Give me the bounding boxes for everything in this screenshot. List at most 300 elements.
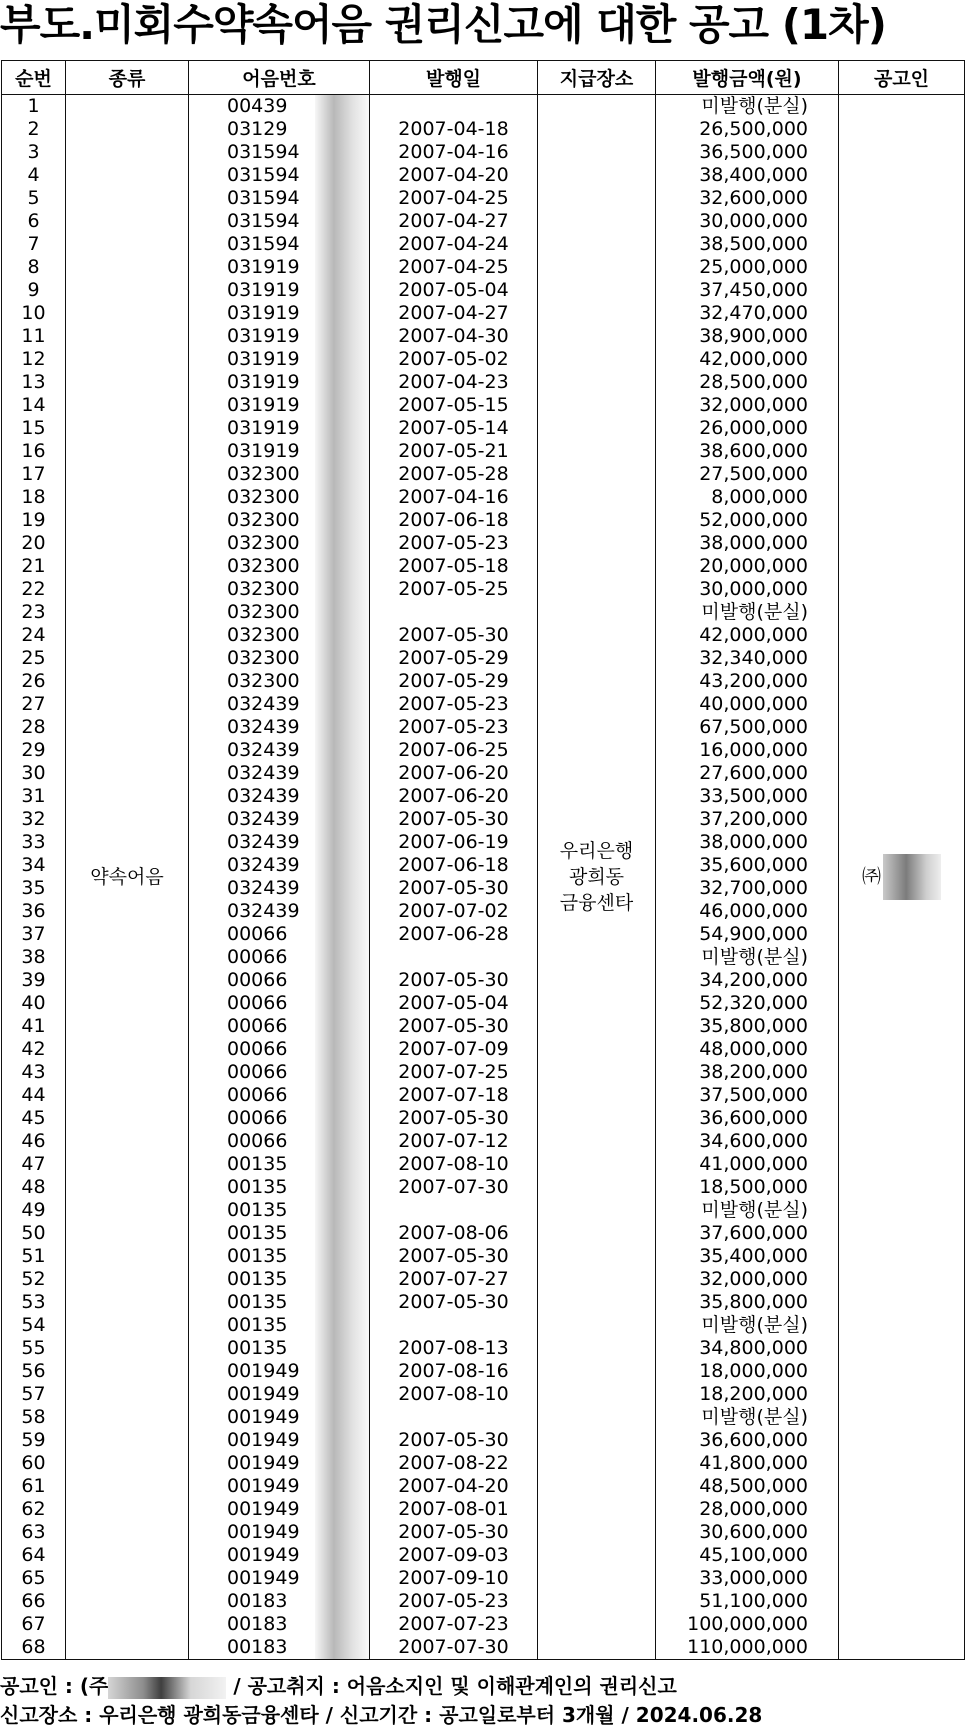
row-note-number: [189, 647, 370, 670]
row-amount: 26,000,000: [656, 417, 839, 440]
row-note-number: [189, 1383, 370, 1406]
row-amount: 45,100,000: [656, 1544, 839, 1567]
row-issue-date: 2007-05-04: [370, 992, 538, 1015]
redacted-note-digits: [315, 1061, 369, 1084]
row-seq: 60: [2, 1452, 66, 1475]
redacted-note-digits: [315, 164, 369, 187]
row-note-number: [189, 371, 370, 394]
row-seq: 8: [2, 256, 66, 279]
footer-line-1: [0, 1672, 966, 1701]
row-seq: 4: [2, 164, 66, 187]
redacted-note-digits: [315, 1636, 369, 1659]
redacted-note-digits: [315, 394, 369, 417]
redacted-note-digits: [315, 1337, 369, 1360]
row-amount: 26,500,000: [656, 118, 839, 141]
redacted-note-digits: [315, 969, 369, 992]
row-seq: 47: [2, 1153, 66, 1176]
row-issue-date: 2007-06-25: [370, 739, 538, 762]
note-number-text: 032439: [227, 900, 300, 922]
row-note-number: [189, 1337, 370, 1360]
note-number-text: 03129: [227, 118, 288, 140]
row-amount: 38,600,000: [656, 440, 839, 463]
row-issue-date: 2007-06-28: [370, 923, 538, 946]
row-issue-date: 2007-07-25: [370, 1061, 538, 1084]
row-note-number: [189, 1613, 370, 1636]
row-note-number: [189, 302, 370, 325]
note-number-text: 032439: [227, 739, 300, 761]
row-note-number: [189, 1268, 370, 1291]
row-note-number: [189, 1107, 370, 1130]
row-issue-date: 2007-09-03: [370, 1544, 538, 1567]
row-seq: 1: [2, 95, 66, 119]
notifier-prefix: ㈜: [861, 865, 881, 888]
row-amount: 18,500,000: [656, 1176, 839, 1199]
note-number-text: 00135: [227, 1176, 288, 1198]
row-note-number: [189, 900, 370, 923]
note-number-text: 001949: [227, 1567, 300, 1589]
row-issue-date: [370, 1314, 538, 1337]
note-number-text: 032439: [227, 808, 300, 830]
row-issue-date: 2007-08-13: [370, 1337, 538, 1360]
redacted-note-digits: [315, 647, 369, 670]
note-number-text: 00066: [227, 923, 288, 945]
header-note-number: 어음번호: [189, 61, 370, 95]
row-note-number: [189, 854, 370, 877]
note-number-text: 00135: [227, 1153, 288, 1175]
row-note-number: [189, 1429, 370, 1452]
row-note-number: [189, 256, 370, 279]
row-issue-date: 2007-08-06: [370, 1222, 538, 1245]
note-number-text: 032439: [227, 831, 300, 853]
row-issue-date: 2007-06-20: [370, 762, 538, 785]
row-amount: 37,200,000: [656, 808, 839, 831]
table-row: [2, 95, 965, 119]
note-number-text: 031919: [227, 394, 300, 416]
row-seq: 59: [2, 1429, 66, 1452]
row-note-number: [189, 440, 370, 463]
redacted-note-digits: [315, 233, 369, 256]
row-seq: 29: [2, 739, 66, 762]
row-issue-date: 2007-04-24: [370, 233, 538, 256]
row-issue-date: 2007-05-15: [370, 394, 538, 417]
redacted-note-digits: [315, 1268, 369, 1291]
row-issue-date: 2007-06-20: [370, 785, 538, 808]
row-seq: 23: [2, 601, 66, 624]
note-number-text: 001949: [227, 1498, 300, 1520]
redacted-note-digits: [315, 1406, 369, 1429]
note-number-text: 032439: [227, 785, 300, 807]
row-seq: 2: [2, 118, 66, 141]
note-number-text: 031919: [227, 371, 300, 393]
row-amount: 42,000,000: [656, 348, 839, 371]
note-number-text: 032300: [227, 670, 300, 692]
row-issue-date: 2007-05-30: [370, 877, 538, 900]
row-note-number: [189, 95, 370, 119]
row-amount: 110,000,000: [656, 1636, 839, 1660]
row-amount: 18,000,000: [656, 1360, 839, 1383]
row-amount: 32,700,000: [656, 877, 839, 900]
row-seq: 34: [2, 854, 66, 877]
row-seq: 13: [2, 371, 66, 394]
row-issue-date: 2007-05-30: [370, 1245, 538, 1268]
redacted-note-digits: [315, 555, 369, 578]
row-issue-date: 2007-04-27: [370, 302, 538, 325]
row-issue-date: 2007-04-20: [370, 1475, 538, 1498]
row-seq: 7: [2, 233, 66, 256]
row-amount: 미발행(분실): [656, 946, 839, 969]
row-note-number: [189, 233, 370, 256]
row-issue-date: 2007-05-30: [370, 1521, 538, 1544]
row-amount: 37,600,000: [656, 1222, 839, 1245]
row-note-number: [189, 417, 370, 440]
row-issue-date: 2007-07-18: [370, 1084, 538, 1107]
row-issue-date: [370, 1199, 538, 1222]
row-note-number: [189, 1544, 370, 1567]
row-seq: 46: [2, 1130, 66, 1153]
redacted-note-digits: [315, 1452, 369, 1475]
row-seq: 19: [2, 509, 66, 532]
note-number-text: 032300: [227, 578, 300, 600]
row-amount: 54,900,000: [656, 923, 839, 946]
row-issue-date: 2007-04-23: [370, 371, 538, 394]
row-note-number: [189, 555, 370, 578]
row-seq: 16: [2, 440, 66, 463]
row-amount: 미발행(분실): [656, 601, 839, 624]
row-note-number: [189, 509, 370, 532]
page-title: 부도.미회수약속어음 권리신고에 대한 공고 (1차): [0, 0, 886, 49]
row-issue-date: 2007-05-18: [370, 555, 538, 578]
redacted-note-digits: [315, 877, 369, 900]
row-note-number: [189, 624, 370, 647]
row-note-number: [189, 877, 370, 900]
row-amount: 40,000,000: [656, 693, 839, 716]
redacted-note-digits: [315, 1222, 369, 1245]
footer-notifier-prefix: 공고인 : (주: [0, 1674, 109, 1698]
row-note-number: [189, 325, 370, 348]
redacted-note-digits: [315, 348, 369, 371]
note-number-text: 00439: [227, 95, 288, 117]
row-seq: 22: [2, 578, 66, 601]
row-issue-date: 2007-06-19: [370, 831, 538, 854]
row-note-number: [189, 210, 370, 233]
row-seq: 6: [2, 210, 66, 233]
note-number-text: 031919: [227, 348, 300, 370]
row-amount: 38,400,000: [656, 164, 839, 187]
row-amount: 51,100,000: [656, 1590, 839, 1613]
row-amount: 41,800,000: [656, 1452, 839, 1475]
row-seq: 62: [2, 1498, 66, 1521]
note-number-text: 032300: [227, 555, 300, 577]
redacted-note-digits: [315, 785, 369, 808]
note-number-text: 001949: [227, 1429, 300, 1451]
redacted-note-digits: [315, 1521, 369, 1544]
row-issue-date: 2007-05-23: [370, 532, 538, 555]
table-header-row: [2, 61, 965, 95]
row-amount: 46,000,000: [656, 900, 839, 923]
header-notifier: 공고인: [839, 61, 965, 95]
row-seq: 57: [2, 1383, 66, 1406]
header-payment-place: 지급장소: [538, 61, 656, 95]
row-seq: 27: [2, 693, 66, 716]
note-number-text: 00135: [227, 1245, 288, 1267]
row-amount: 미발행(분실): [656, 95, 839, 119]
note-number-text: 00135: [227, 1199, 288, 1221]
row-issue-date: 2007-04-16: [370, 141, 538, 164]
row-issue-date: 2007-05-30: [370, 1291, 538, 1314]
note-number-text: 001949: [227, 1521, 300, 1543]
row-note-number: [189, 348, 370, 371]
row-amount: 미발행(분실): [656, 1199, 839, 1222]
row-amount: 100,000,000: [656, 1613, 839, 1636]
row-seq: 10: [2, 302, 66, 325]
row-amount: 36,600,000: [656, 1107, 839, 1130]
row-seq: 66: [2, 1590, 66, 1613]
redacted-note-digits: [315, 739, 369, 762]
row-seq: 41: [2, 1015, 66, 1038]
redacted-note-digits: [315, 624, 369, 647]
row-seq: 39: [2, 969, 66, 992]
row-issue-date: 2007-05-30: [370, 1015, 538, 1038]
redacted-note-digits: [315, 118, 369, 141]
row-amount: 미발행(분실): [656, 1314, 839, 1337]
row-amount: 35,800,000: [656, 1291, 839, 1314]
row-seq: 45: [2, 1107, 66, 1130]
row-issue-date: 2007-07-30: [370, 1176, 538, 1199]
row-seq: 48: [2, 1176, 66, 1199]
row-issue-date: 2007-06-18: [370, 509, 538, 532]
header-seq: 순번: [2, 61, 66, 95]
row-seq: 3: [2, 141, 66, 164]
row-seq: 37: [2, 923, 66, 946]
redacted-note-digits: [315, 1360, 369, 1383]
row-issue-date: 2007-05-30: [370, 624, 538, 647]
row-note-number: [189, 394, 370, 417]
note-number-text: 00066: [227, 992, 288, 1014]
redacted-note-digits: [315, 1567, 369, 1590]
row-seq: 65: [2, 1567, 66, 1590]
row-seq: 50: [2, 1222, 66, 1245]
row-issue-date: 2007-05-23: [370, 693, 538, 716]
row-amount: 38,000,000: [656, 831, 839, 854]
row-amount: 30,000,000: [656, 210, 839, 233]
row-note-number: [189, 1245, 370, 1268]
row-note-number: [189, 463, 370, 486]
note-number-text: 031919: [227, 440, 300, 462]
note-number-text: 031594: [227, 210, 300, 232]
row-seq: 32: [2, 808, 66, 831]
row-seq: 55: [2, 1337, 66, 1360]
row-amount: 38,900,000: [656, 325, 839, 348]
redacted-note-digits: [315, 302, 369, 325]
row-issue-date: 2007-08-01: [370, 1498, 538, 1521]
row-seq: 51: [2, 1245, 66, 1268]
row-amount: 34,200,000: [656, 969, 839, 992]
row-note-number: [189, 716, 370, 739]
redacted-note-digits: [315, 1613, 369, 1636]
row-seq: 33: [2, 831, 66, 854]
row-amount: 38,000,000: [656, 532, 839, 555]
redacted-note-digits: [315, 831, 369, 854]
row-seq: 63: [2, 1521, 66, 1544]
note-number-text: 00183: [227, 1636, 288, 1658]
row-amount: 20,000,000: [656, 555, 839, 578]
row-seq: 31: [2, 785, 66, 808]
note-number-text: 031919: [227, 256, 300, 278]
redacted-note-digits: [315, 854, 369, 877]
row-note-number: [189, 1153, 370, 1176]
note-number-text: 031594: [227, 233, 300, 255]
row-issue-date: [370, 601, 538, 624]
redacted-note-digits: [315, 1544, 369, 1567]
note-number-text: 00066: [227, 1084, 288, 1106]
row-note-number: [189, 1130, 370, 1153]
row-amount: 33,500,000: [656, 785, 839, 808]
row-amount: 28,000,000: [656, 1498, 839, 1521]
row-issue-date: 2007-05-23: [370, 1590, 538, 1613]
row-note-number: [189, 187, 370, 210]
row-amount: 34,600,000: [656, 1130, 839, 1153]
redacted-note-digits: [315, 1107, 369, 1130]
note-number-text: 00135: [227, 1291, 288, 1313]
note-number-text: 032300: [227, 601, 300, 623]
row-note-number: [189, 118, 370, 141]
row-issue-date: 2007-08-10: [370, 1383, 538, 1406]
row-issue-date: 2007-07-12: [370, 1130, 538, 1153]
note-number-text: 032300: [227, 486, 300, 508]
redacted-note-digits: [315, 1015, 369, 1038]
redacted-note-digits: [315, 1429, 369, 1452]
row-amount: 37,450,000: [656, 279, 839, 302]
row-seq: 20: [2, 532, 66, 555]
redacted-note-digits: [315, 1038, 369, 1061]
note-number-text: 001949: [227, 1383, 300, 1405]
row-note-number: [189, 1176, 370, 1199]
row-note-number: [189, 670, 370, 693]
row-seq: 38: [2, 946, 66, 969]
redacted-note-digits: [315, 1130, 369, 1153]
row-note-number: [189, 969, 370, 992]
footer: [0, 1672, 966, 1730]
redacted-note-digits: [315, 1199, 369, 1222]
row-note-number: [189, 1199, 370, 1222]
redacted-note-digits: [315, 1590, 369, 1613]
row-issue-date: 2007-04-25: [370, 187, 538, 210]
row-seq: 68: [2, 1636, 66, 1660]
redacted-note-digits: [315, 279, 369, 302]
row-seq: 24: [2, 624, 66, 647]
row-amount: 36,500,000: [656, 141, 839, 164]
row-amount: 미발행(분실): [656, 1406, 839, 1429]
redacted-note-digits: [315, 509, 369, 532]
row-note-number: [189, 992, 370, 1015]
header-type: 종류: [66, 61, 189, 95]
row-note-number: [189, 1521, 370, 1544]
row-seq: 18: [2, 486, 66, 509]
row-amount: 43,200,000: [656, 670, 839, 693]
row-note-number: [189, 279, 370, 302]
row-amount: 32,470,000: [656, 302, 839, 325]
row-note-number: [189, 601, 370, 624]
redacted-note-digits: [315, 417, 369, 440]
redacted-note-digits: [315, 371, 369, 394]
row-note-number: [189, 1452, 370, 1475]
note-number-text: 00135: [227, 1314, 288, 1336]
redacted-note-digits: [315, 601, 369, 624]
row-issue-date: 2007-04-20: [370, 164, 538, 187]
notifier-name: [862, 854, 941, 900]
row-amount: 48,000,000: [656, 1038, 839, 1061]
row-amount: 38,200,000: [656, 1061, 839, 1084]
row-note-number: [189, 1222, 370, 1245]
redacted-note-digits: [315, 1314, 369, 1337]
redacted-note-digits: [315, 716, 369, 739]
row-note-number: [189, 785, 370, 808]
row-note-number: [189, 739, 370, 762]
row-seq: 49: [2, 1199, 66, 1222]
row-note-number: [189, 1406, 370, 1429]
note-number-text: 001949: [227, 1406, 300, 1428]
row-issue-date: 2007-06-18: [370, 854, 538, 877]
note-number-text: 00135: [227, 1222, 288, 1244]
row-issue-date: 2007-04-18: [370, 118, 538, 141]
row-issue-date: 2007-05-30: [370, 1429, 538, 1452]
redacted-note-digits: [315, 1383, 369, 1406]
notifier-cell: [839, 95, 965, 1660]
row-amount: 32,600,000: [656, 187, 839, 210]
note-number-text: 00135: [227, 1337, 288, 1359]
row-note-number: [189, 1636, 370, 1660]
row-note-number: [189, 923, 370, 946]
row-seq: 44: [2, 1084, 66, 1107]
note-number-text: 00066: [227, 1038, 288, 1060]
row-amount: 52,320,000: [656, 992, 839, 1015]
row-note-number: [189, 532, 370, 555]
row-amount: 33,000,000: [656, 1567, 839, 1590]
redacted-note-digits: [315, 670, 369, 693]
row-amount: 48,500,000: [656, 1475, 839, 1498]
row-seq: 30: [2, 762, 66, 785]
row-amount: 16,000,000: [656, 739, 839, 762]
row-seq: 67: [2, 1613, 66, 1636]
row-issue-date: 2007-05-29: [370, 647, 538, 670]
row-issue-date: 2007-07-02: [370, 900, 538, 923]
row-amount: 27,500,000: [656, 463, 839, 486]
redacted-note-digits: [315, 693, 369, 716]
note-number-text: 031919: [227, 417, 300, 439]
row-issue-date: 2007-05-14: [370, 417, 538, 440]
note-number-text: 001949: [227, 1360, 300, 1382]
header-amount: 발행금액(원): [656, 61, 839, 95]
redacted-notifier-name: [108, 1677, 226, 1699]
redacted-note-digits: [315, 463, 369, 486]
note-number-text: 031594: [227, 164, 300, 186]
row-issue-date: 2007-05-30: [370, 808, 538, 831]
note-number-text: 032439: [227, 716, 300, 738]
note-number-text: 032439: [227, 693, 300, 715]
row-seq: 15: [2, 417, 66, 440]
row-seq: 61: [2, 1475, 66, 1498]
row-amount: 30,000,000: [656, 578, 839, 601]
row-amount: 35,800,000: [656, 1015, 839, 1038]
row-amount: 30,600,000: [656, 1521, 839, 1544]
redacted-note-digits: [315, 141, 369, 164]
row-seq: 11: [2, 325, 66, 348]
redacted-note-digits: [315, 256, 369, 279]
row-amount: 52,000,000: [656, 509, 839, 532]
row-amount: 35,600,000: [656, 854, 839, 877]
row-seq: 40: [2, 992, 66, 1015]
note-number-text: 031919: [227, 279, 300, 301]
